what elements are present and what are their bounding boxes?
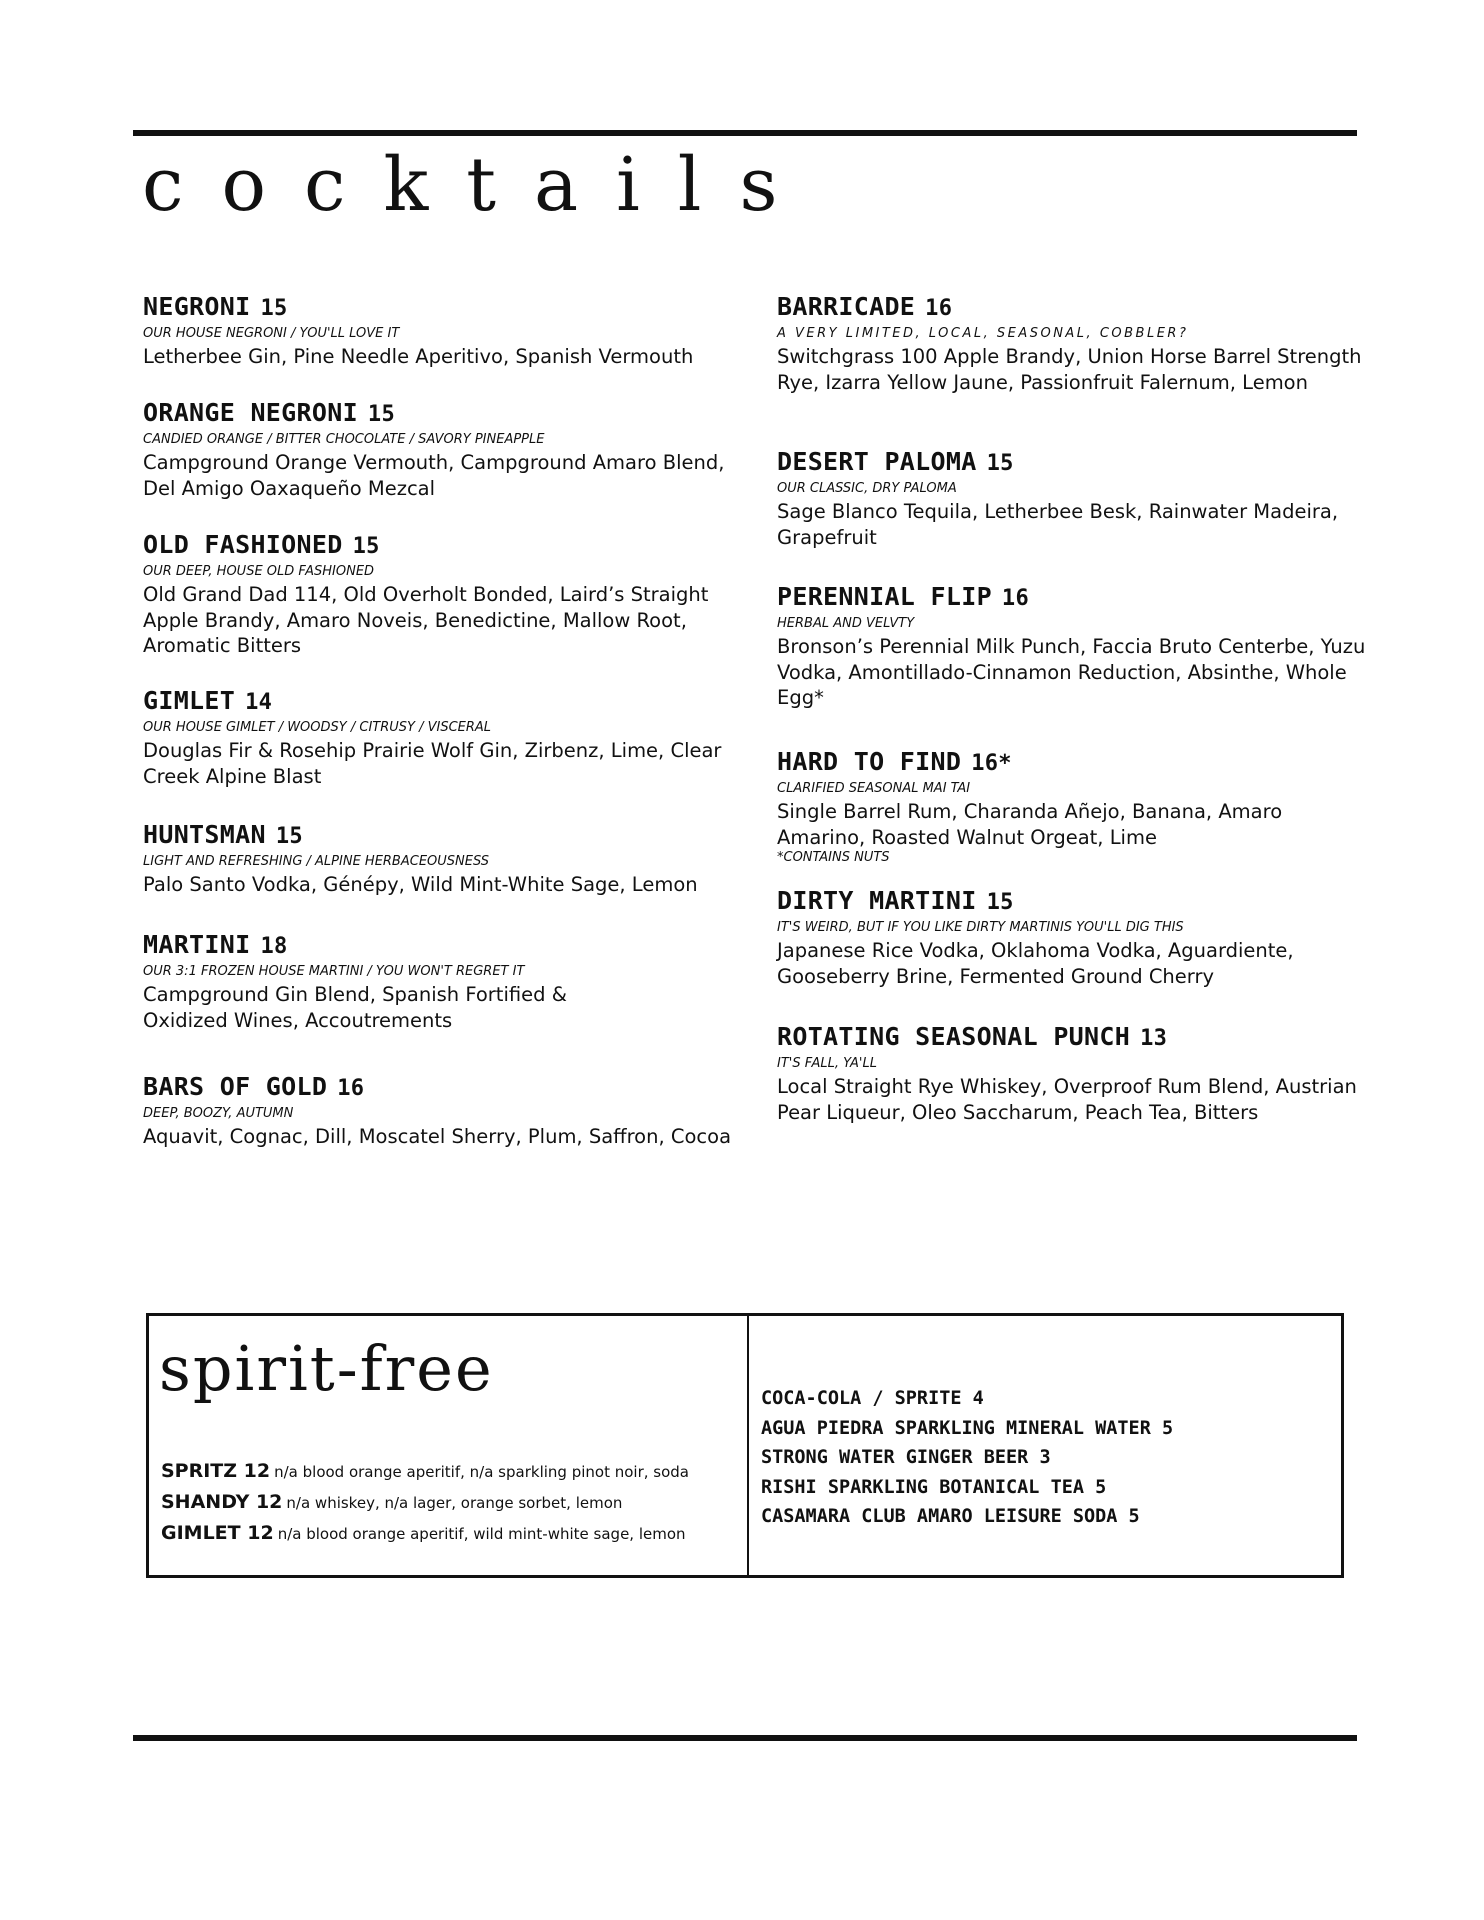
menu-item xyxy=(777,747,1367,866)
item-description: Japanese Rice Vodka, Oklahoma Vodka, Aguardiente, Gooseberry Brine, Fermented Ground Cherry xyxy=(777,939,1294,988)
bottom-rule xyxy=(133,1735,1357,1741)
item-name: ORANGE NEGRONI xyxy=(143,398,358,427)
spirit-free-title: spirit-free xyxy=(159,1332,494,1405)
spirit-free-description: n/a blood orange aperitif, wild mint-white sage, lemon xyxy=(277,1525,686,1543)
item-description: Palo Santo Vodka, Génépy, Wild Mint-White Sage, Lemon xyxy=(143,873,698,896)
item-name: DIRTY MARTINI xyxy=(777,886,977,915)
soft-drink-item: CASAMARA CLUB AMARO LEISURE SODA 5 xyxy=(761,1506,1140,1527)
item-name: GIMLET xyxy=(143,686,236,715)
list-item xyxy=(161,1518,741,1549)
item-description: Campground Gin Blend, Spanish Fortified & Oxidized Wines, Accoutrements xyxy=(143,983,567,1032)
item-name: ROTATING SEASONAL PUNCH xyxy=(777,1022,1131,1051)
item-description: Bronson’s Perennial Milk Punch, Faccia Bruto Centerbe, Yuzu Vodka, Amontillado-Cinnamon Reduction, Absinthe, Whole Egg* xyxy=(777,635,1366,709)
item-name: HUNTSMAN xyxy=(143,820,266,849)
soft-drink-item: COCA-COLA / SPRITE 4 xyxy=(761,1388,984,1409)
item-subtitle: DEEP, BOOZY, AUTUMN xyxy=(143,1106,294,1121)
spirit-free-box xyxy=(146,1313,1344,1578)
item-description: Switchgrass 100 Apple Brandy, Union Horse Barrel Strength Rye, Izarra Yellow Jaune, Passionfruit Falernum, Lemon xyxy=(777,345,1362,394)
item-subtitle: OUR CLASSIC, DRY PALOMA xyxy=(777,481,957,496)
item-subtitle: IT'S FALL, YA'LL xyxy=(777,1056,877,1071)
item-subtitle: LIGHT AND REFRESHING / ALPINE HERBACEOUSNESS xyxy=(143,854,490,869)
item-price: 15 xyxy=(260,296,288,321)
soft-drinks-list xyxy=(761,1384,1331,1532)
item-price: 15 xyxy=(352,534,380,559)
menu-item xyxy=(777,1022,1367,1125)
menu-item xyxy=(143,292,743,370)
item-name: BARRICADE xyxy=(777,292,916,321)
item-description: Aquavit, Cognac, Dill, Moscatel Sherry, Plum, Saffron, Cocoa xyxy=(143,1125,732,1148)
menu-item xyxy=(143,930,743,1033)
list-item xyxy=(161,1487,741,1518)
menu-item xyxy=(143,686,743,789)
item-description: Douglas Fir & Rosehip Prairie Wolf Gin, Zirbenz, Lime, Clear Creek Alpine Blast xyxy=(143,739,722,788)
item-price: 16 xyxy=(1001,586,1030,611)
menu-title: cocktails xyxy=(142,142,816,228)
item-price: 16 xyxy=(925,296,953,321)
box-divider xyxy=(747,1316,749,1575)
spirit-free-name: GIMLET 12 xyxy=(161,1522,274,1544)
item-name: DESERT PALOMA xyxy=(777,447,977,476)
item-subtitle: OUR DEEP, HOUSE OLD FASHIONED xyxy=(143,564,375,579)
item-subtitle: CANDIED ORANGE / BITTER CHOCOLATE / SAVORY PINEAPPLE xyxy=(143,432,545,447)
menu-item xyxy=(777,582,1367,711)
menu-item xyxy=(777,292,1367,395)
menu-item xyxy=(777,886,1367,989)
item-description: Single Barrel Rum, Charanda Añejo, Banana, Amaro Amarino, Roasted Walnut Orgeat, Lime xyxy=(777,800,1283,849)
item-price: 16* xyxy=(971,751,1012,776)
item-subtitle: A VERY LIMITED, LOCAL, SEASONAL, COBBLER? xyxy=(777,326,1189,341)
item-subtitle: OUR HOUSE GIMLET / WOODSY / CITRUSY / VISCERAL xyxy=(143,720,492,735)
spirit-free-name: SPRITZ 12 xyxy=(161,1460,271,1482)
soft-drink-item: RISHI SPARKLING BOTANICAL TEA 5 xyxy=(761,1476,1107,1498)
item-name: HARD TO FIND xyxy=(777,747,962,776)
item-name: PERENNIAL FLIP xyxy=(777,582,992,611)
item-price: 16 xyxy=(337,1076,365,1101)
item-description: Old Grand Dad 114, Old Overholt Bonded, Laird’s Straight Apple Brandy, Amaro Noveis, Benedictine, Mallow Root, Aromatic Bitters xyxy=(143,583,709,657)
spirit-free-list xyxy=(161,1456,741,1549)
item-price: 15 xyxy=(275,824,303,849)
item-name: OLD FASHIONED xyxy=(143,530,343,559)
menu-item xyxy=(143,398,743,501)
item-subtitle: HERBAL AND VELVTY xyxy=(777,616,915,631)
item-description: Sage Blanco Tequila, Letherbee Besk, Rainwater Madeira, Grapefruit xyxy=(777,500,1339,549)
item-subtitle: IT'S WEIRD, BUT IF YOU LIKE DIRTY MARTINIS YOU'LL DIG THIS xyxy=(777,920,1184,935)
item-subtitle: OUR 3:1 FROZEN HOUSE MARTINI / YOU WON'T REGRET IT xyxy=(143,964,525,979)
item-price: 14 xyxy=(245,690,273,715)
menu-item xyxy=(777,447,1367,550)
item-description: Campground Orange Vermouth, Campground Amaro Blend, Del Amigo Oaxaqueño Mezcal xyxy=(143,451,725,500)
item-description: Local Straight Rye Whiskey, Overproof Rum Blend, Austrian Pear Liqueur, Oleo Saccharum, Peach Tea, Bitters xyxy=(777,1075,1357,1124)
top-rule xyxy=(133,130,1357,136)
item-name: NEGRONI xyxy=(143,292,251,321)
item-name: MARTINI xyxy=(143,930,251,959)
item-subtitle: CLARIFIED SEASONAL MAI TAI xyxy=(777,781,971,796)
item-price: 15 xyxy=(367,402,396,427)
spirit-free-description: n/a whiskey, n/a lager, orange sorbet, lemon xyxy=(286,1494,623,1512)
allergen-note: *CONTAINS NUTS xyxy=(777,850,890,865)
soft-drink-item: STRONG WATER GINGER BEER 3 xyxy=(761,1447,1051,1468)
soft-drink-item: AGUA PIEDRA SPARKLING MINERAL WATER 5 xyxy=(761,1417,1174,1439)
list-item xyxy=(161,1456,741,1487)
item-price: 13 xyxy=(1140,1026,1168,1051)
menu-item xyxy=(143,530,743,659)
item-name: BARS OF GOLD xyxy=(143,1072,328,1101)
menu-item xyxy=(143,820,743,898)
item-description: Letherbee Gin, Pine Needle Aperitivo, Spanish Vermouth xyxy=(143,345,694,368)
spirit-free-description: n/a blood orange aperitif, n/a sparkling pinot noir, soda xyxy=(274,1463,689,1481)
spirit-free-name: SHANDY 12 xyxy=(161,1491,283,1513)
menu-item xyxy=(143,1072,743,1150)
item-price: 15 xyxy=(986,890,1014,915)
item-price: 18 xyxy=(260,934,288,959)
item-price: 15 xyxy=(986,451,1014,476)
item-subtitle: OUR HOUSE NEGRONI / YOU'LL LOVE IT xyxy=(143,326,400,341)
